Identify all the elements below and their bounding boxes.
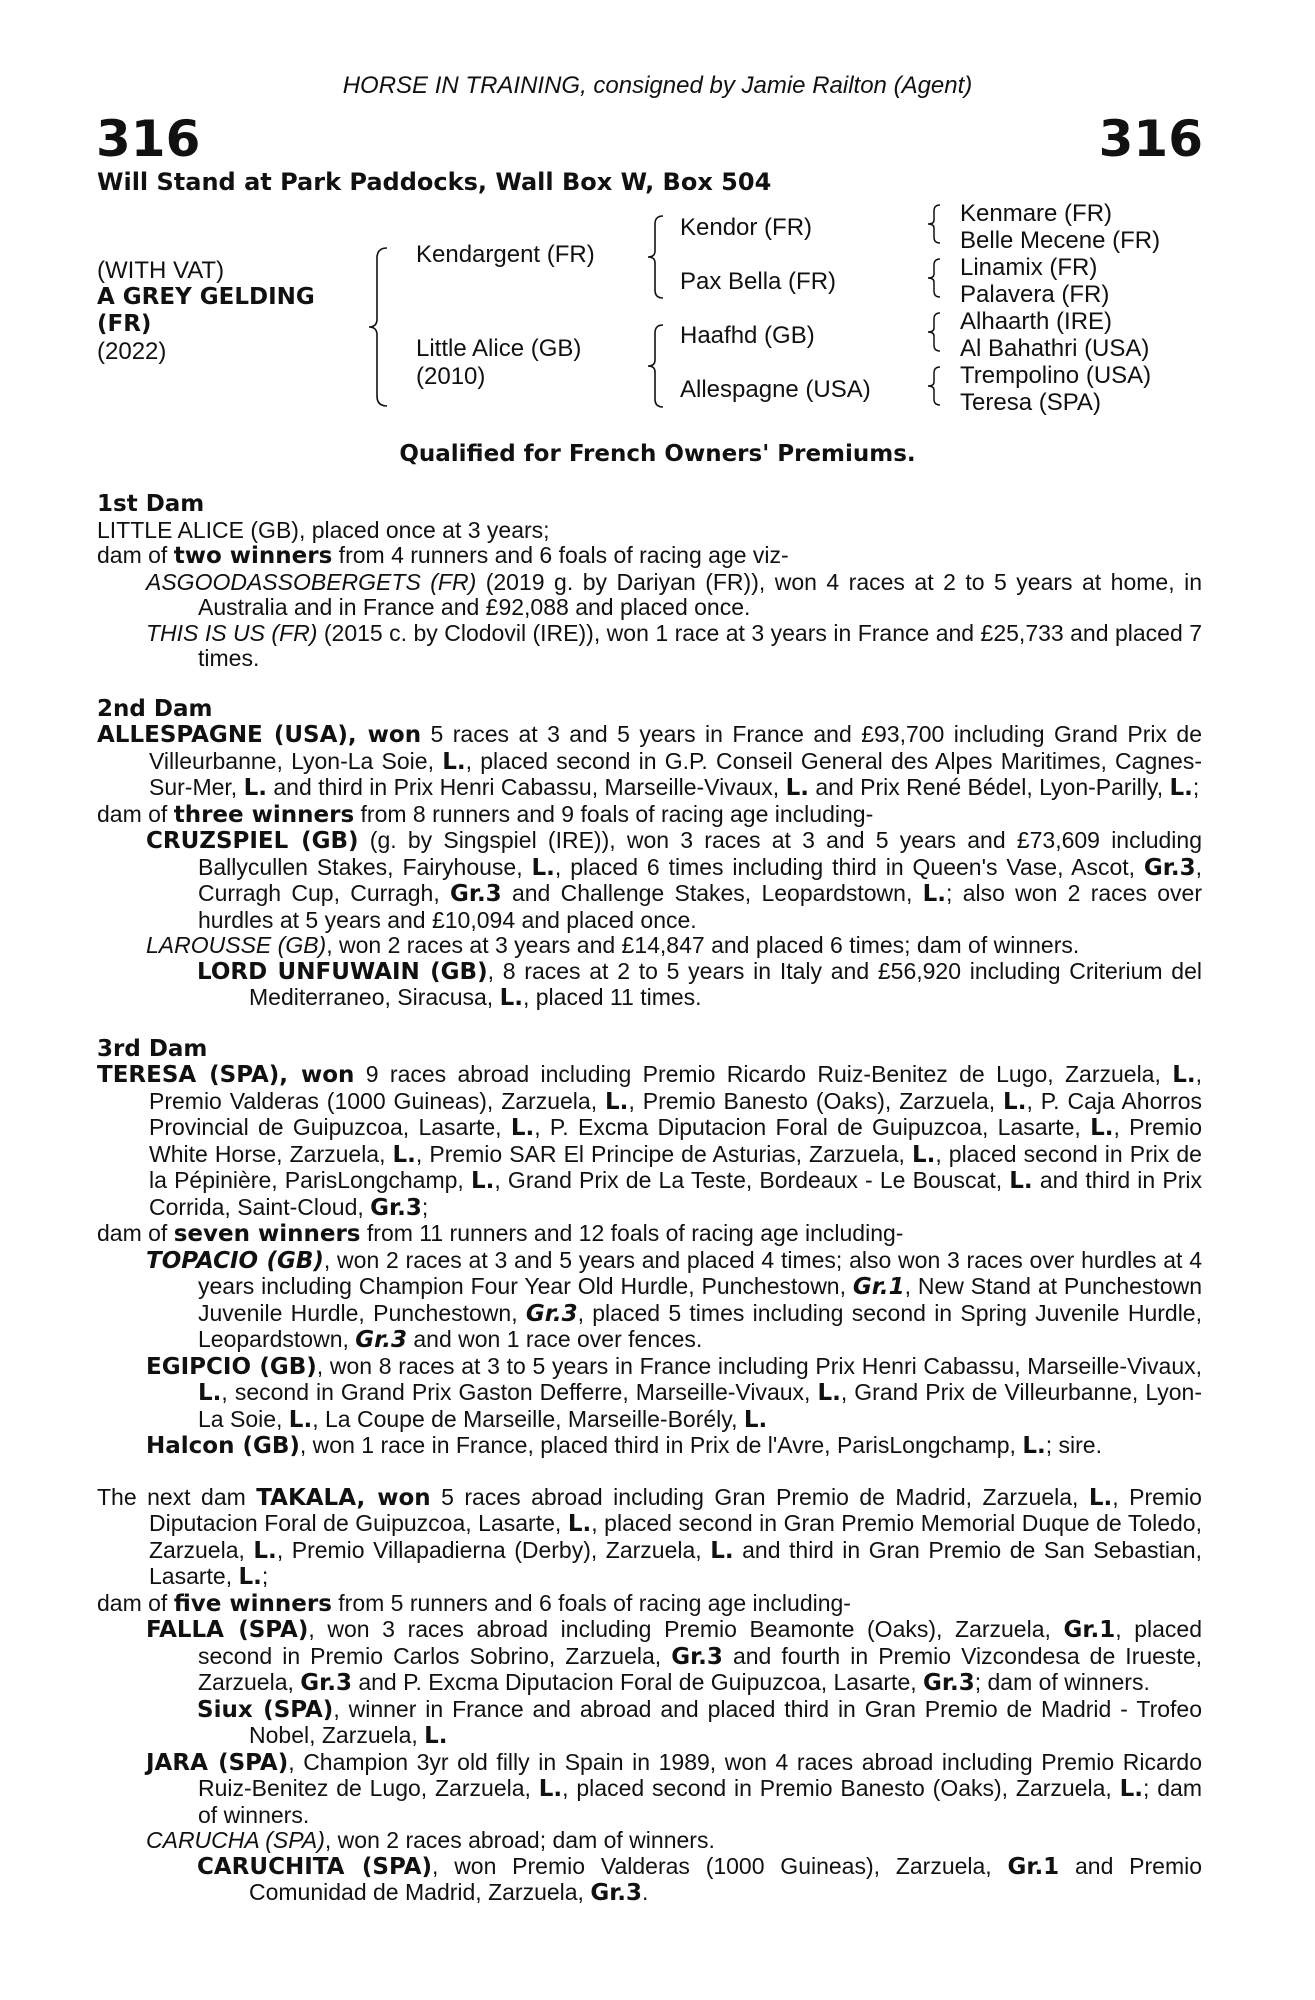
second-dam-produce-line: dam of three winners from 8 runners and 9 foals of racing age including- — [97, 800, 874, 828]
pedigree-brace-g1 — [925, 202, 945, 246]
pedigree-g1: Kenmare (FR) — [960, 200, 1113, 227]
pedigree-brace-g4 — [925, 364, 945, 408]
lot-number-left: 316 — [96, 110, 201, 168]
second-dam-record: ALLESPAGNE (USA), won 5 races at 3 and 5 years in France and £93,700 including Grand Prix de Villeurbanne, Lyon-La Soie, L., placed second in G.P. Conseil General des Alpes Maritimes, Cagnes-Sur-Mer, L. and third in Prix Henri Cabassu, Marseille-Vivaux, L. and Prix René Bédel, Lyon-Parilly, L.; — [97, 721, 1202, 801]
pedigree-dam-year: (2010) — [416, 363, 486, 390]
third-dam-offspring: TOPACIO (GB), won 2 races at 3 and 5 years and placed 4 times; also won 3 races over hurdles at 4 years including Champion Four Year Old Hurdle, Punchestown, Gr.1, New Stand at Punchestown Juvenile Hurdle, Punchestown, Gr.3, placed 5 times including second in Spring Juvenile Hurdle, Leopardstown, Gr.3 and won 1 race over fences. — [146, 1246, 1203, 1353]
lot-number-right: 316 — [1098, 110, 1203, 168]
first-dam-line: LITTLE ALICE (GB), placed once at 3 years; — [97, 516, 550, 543]
next-dam-offspring: CARUCHA (SPA), won 2 races abroad; dam of winners. — [146, 1827, 715, 1853]
pedigree-dam: Little Alice (GB) — [416, 335, 582, 362]
qualified-note: Qualified for French Owners' Premiums. — [399, 441, 916, 467]
horse-sex-colour: A GREY GELDING — [97, 284, 315, 310]
next-dam-grand-offspring: CARUCHITA (SPA), won Premio Valderas (1000 Guineas), Zarzuela, Gr.1 and Premio Comunidad de Madrid, Zarzuela, Gr.3. — [197, 1852, 1203, 1906]
third-dam-heading: 3rd Dam — [97, 1035, 208, 1062]
pedigree-g8: Teresa (SPA) — [960, 389, 1101, 416]
pedigree-notes — [97, 492, 1202, 1907]
third-dam-offspring: Halcon (GB), won 1 race in France, placed third in Prix de l'Avre, ParisLongchamp, L.; sire. — [146, 1432, 1102, 1459]
next-dam-offspring: FALLA (SPA), won 3 races abroad including Premio Beamonte (Oaks), Zarzuela, Gr.1, placed second in Premio Carlos Sobrino, Zarzuela, Gr.3 and fourth in Premio Vizcondesa de Irueste, Zarzuela, Gr.3 and P. Excma Diputacion Foral de Guipuzcoa, Lasarte, Gr.3; dam of winners. — [146, 1616, 1203, 1696]
pedigree-g6: Al Bahathri (USA) — [960, 335, 1150, 362]
pedigree-brace-sire — [645, 213, 667, 301]
pedigree-sire-dam: Pax Bella (FR) — [680, 268, 837, 295]
pedigree-g4: Palavera (FR) — [960, 281, 1110, 308]
next-dam-offspring: JARA (SPA), Champion 3yr old filly in Spain in 1989, won 4 races abroad including Premio Ricardo Ruiz-Benitez de Lugo, Zarzuela, L., placed second in Premio Banesto (Oaks), Zarzuela, L.; dam of winners. — [146, 1748, 1202, 1828]
catalogue-header: HORSE IN TRAINING, consigned by Jamie Railton (Agent) — [342, 72, 973, 99]
first-dam-heading: 1st Dam — [97, 491, 205, 517]
first-dam-produce-line: dam of two winners from 4 runners and 6 foals of racing age viz- — [97, 542, 789, 569]
vat-note: (WITH VAT) — [97, 257, 225, 284]
next-dam-record: The next dam TAKALA, won 5 races abroad including Gran Premio de Madrid, Zarzuela, L., Premio Diputacion Foral de Guipuzcoa, Lasarte, L., placed second in Gran Premio Memorial Duque de Toledo, Zarzuela, L., Premio Villapadierna (Derby), Zarzuela, L. and third in Gran Premio de San Sebastian, Lasarte, L.; — [97, 1483, 1202, 1590]
pedigree-g3: Linamix (FR) — [960, 254, 1098, 281]
pedigree-sire-sire: Kendor (FR) — [680, 214, 813, 241]
horse-description — [97, 257, 315, 365]
pedigree-g5: Alhaarth (IRE) — [960, 308, 1113, 335]
second-dam-heading: 2nd Dam — [97, 695, 213, 722]
next-dam-produce-line: dam of five winners from 5 runners and 6 foals of racing age including- — [97, 1589, 851, 1617]
horse-year: (2022) — [97, 338, 167, 365]
pedigree-brace-dam — [645, 322, 667, 410]
pedigree-g2: Belle Mecene (FR) — [960, 227, 1161, 254]
pedigree-brace-g2 — [925, 256, 945, 300]
first-dam-offspring: THIS IS US (FR) (2015 c. by Clodovil (IRE)), won 1 race at 3 years in France and £25,733 and placed 7 times. — [146, 619, 1202, 671]
second-dam-offspring: LAROUSSE (GB), won 2 races at 3 years and £14,847 and placed 6 times; dam of winners. — [146, 932, 1080, 958]
pedigree-g7: Trempolino (USA) — [960, 362, 1152, 389]
pedigree-brace-g3 — [925, 310, 945, 354]
horse-country: (FR) — [97, 311, 152, 337]
third-dam-offspring: EGIPCIO (GB), won 8 races at 3 to 5 years in France including Prix Henri Cabassu, Marseille-Vivaux, L., second in Grand Prix Gaston Defferre, Marseille-Vivaux, L., Grand Prix de Villeurbanne, Lyon-La Soie, L., La Coupe de Marseille, Marseille-Borély, L. — [146, 1352, 1203, 1433]
pedigree-sire: Kendargent (FR) — [416, 241, 595, 268]
next-dam-grand-offspring: Siux (SPA), winner in France and abroad and placed third in Gran Premio de Madrid - Trofeo Nobel, Zarzuela, L. — [197, 1695, 1202, 1749]
second-dam-grand-offspring: LORD UNFUWAIN (GB), 8 races at 2 to 5 years in Italy and £56,920 including Criterium del Mediterraneo, Siracusa, L., placed 11 times. — [197, 957, 1202, 1011]
third-dam-record: TERESA (SPA), won 9 races abroad including Premio Ricardo Ruiz-Benitez de Lugo, Zarzuela, L., Premio Valderas (1000 Guineas), Zarzuela, L., Premio Banesto (Oaks), Zarzuela, L., P. Caja Ahorros Provincial de Guipuzcoa, Lasarte, L., P. Excma Diputacion Foral de Guipuzcoa, Lasarte, L., Premio White Horse, Zarzuela, L., Premio SAR El Principe de Asturias, Zarzuela, L., placed second in Prix de la Pépinière, ParisLongchamp, L., Grand Prix de La Teste, Bordeaux - Le Bouscat, L. and third in Prix Corrida, Saint-Cloud, Gr.3; — [97, 1061, 1203, 1221]
third-dam-produce-line: dam of seven winners from 11 runners and 12 foals of racing age including- — [97, 1220, 904, 1247]
stand-location: Will Stand at Park Paddocks, Wall Box W, Box 504 — [97, 168, 772, 196]
pedigree-dam-dam: Allespagne (USA) — [680, 376, 871, 403]
pedigree-brace-main — [365, 244, 393, 410]
first-dam-offspring: ASGOODASSOBERGETS (FR) (2019 g. by Dariyan (FR)), won 4 races at 2 to 5 years at home, in Australia and in France and £92,088 and placed once. — [146, 568, 1202, 620]
second-dam-offspring: CRUZSPIEL (GB) (g. by Singspiel (IRE)), won 3 races at 3 and 5 years and £73,609 including Ballycullen Stakes, Fairyhouse, L., placed 6 times including third in Queen's Vase, Ascot, Gr.3, Curragh Cup, Curragh, Gr.3 and Challenge Stakes, Leopardstown, L.; also won 2 races over hurdles at 5 years and £10,094 and placed once. — [146, 827, 1202, 933]
pedigree-dam-sire: Haafhd (GB) — [680, 322, 815, 349]
